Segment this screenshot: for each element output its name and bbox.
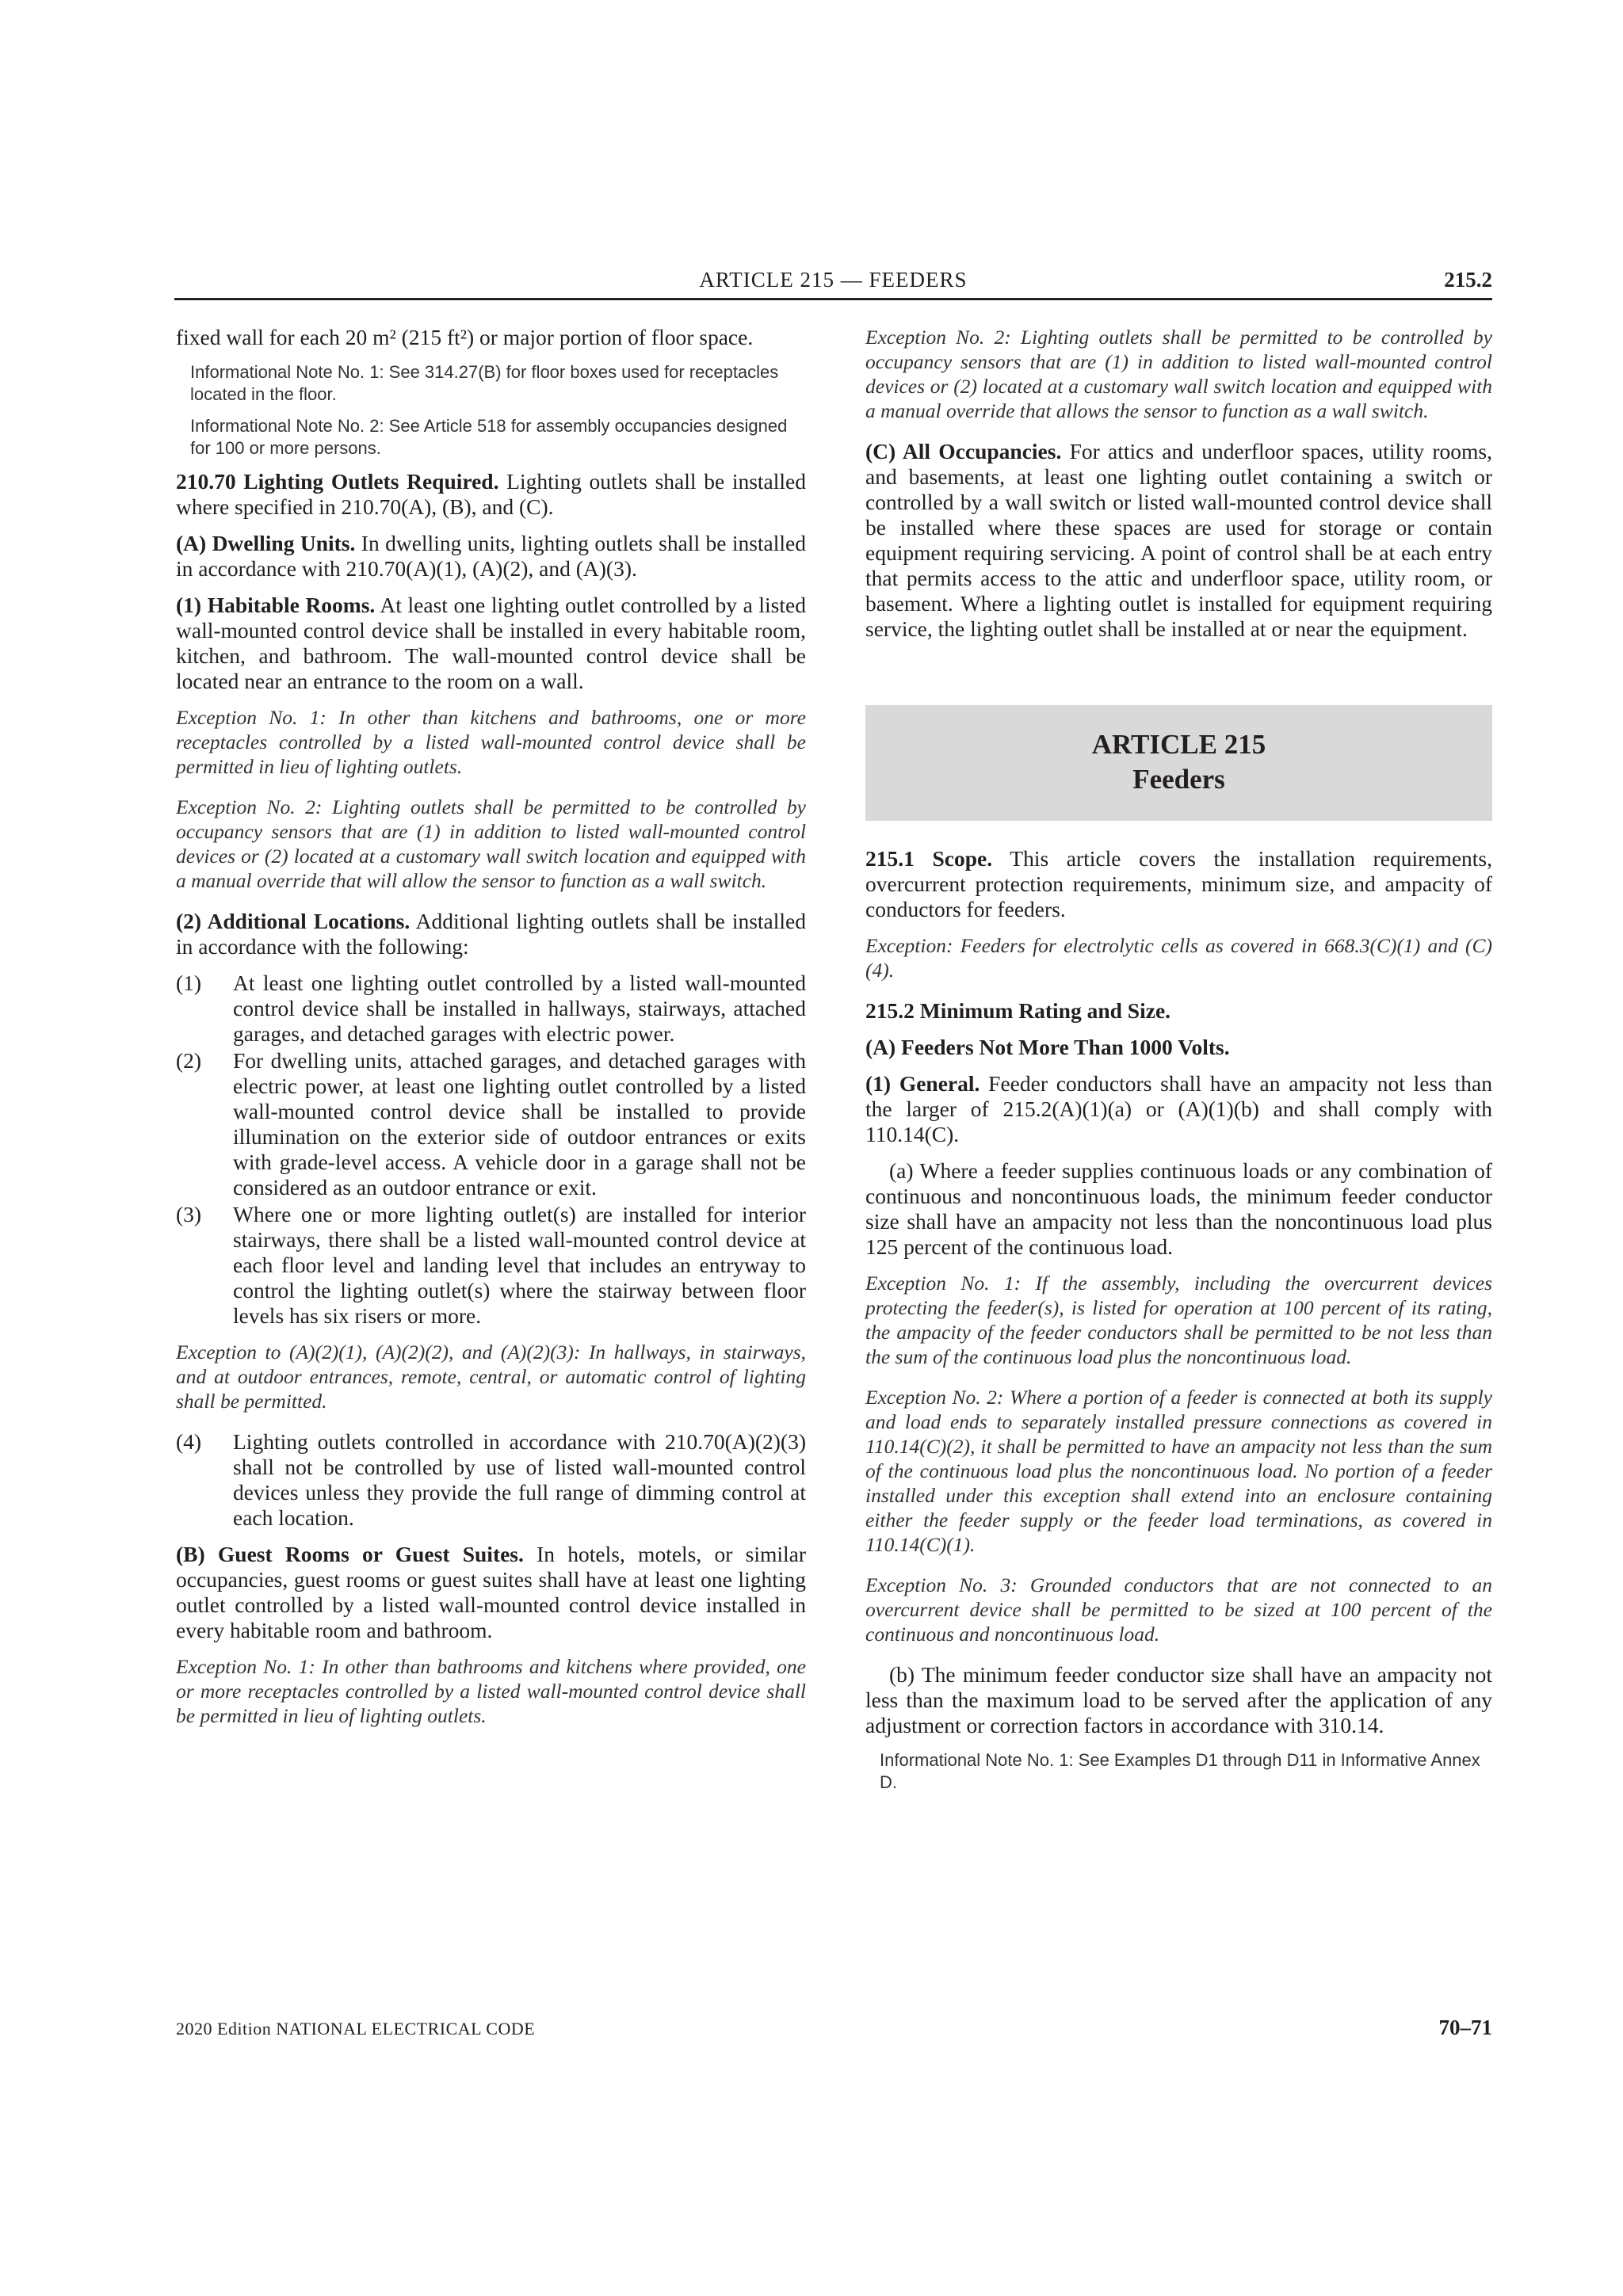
list-item (176, 1429, 806, 1531)
subsection-text: For attics and underfloor spaces, utility rooms, and basements, at least one lighting outlet containing a switch or controlled by a wall switch or listed wall-mounted control device shall be installed where these spaces are used for storage or contain equipment requiring servicing. A point of control shall be at each entry that permits access to the attic and underfloor space, utility room, or basement. Where a lighting outlet is installed for equipment requiring service, the lighting outlet shall be installed at or near the equipment. (865, 439, 1492, 641)
list-item (176, 1048, 806, 1200)
left-column (176, 325, 806, 1744)
exception: Exception: Feeders for electrolytic cells as covered in 668.3(C)(1) and (C)(4). (865, 934, 1492, 982)
section-text: Lighting outlets shall be installed where specified in 210.70(A), (B), and (C). (176, 469, 807, 519)
section-heading: 210.70 Lighting Outlets Required. (176, 469, 499, 494)
informational-note: Informational Note No. 2: See Article 518 for assembly occupancies designed for 100 or more persons. (190, 416, 788, 458)
exception: Exception No. 1: If the assembly, including the overcurrent devices protecting the feeder(s), is listed for operation at 100 percent of its rating, the ampacity of the feeder conductors shall be permitted to be not less than the sum of the continuous load plus the noncontinuous load. (865, 1272, 1492, 1368)
subsection-text: At least one lighting outlet controlled by a listed wall-mounted control device shall be installed in every habitable room, kitchen, and bathroom. The wall-mounted control device shall be located near an entrance to the room on a wall. (176, 593, 806, 693)
section-210-70 (176, 469, 806, 520)
article-title: Feeders (1132, 764, 1225, 795)
exception: Exception No. 2: Where a portion of a feeder is connected at both its supply and load ends to separately installed pressure connections as covered in 110.14(C)(2), it shall be permitted to have an ampacity not less than the sum of the continuous load plus the noncontinuous load. No portion of a feeder installed under this exception shall extend into an enclosure containing either the feeder supply or the feeder load terminations, as covered in 110.14(C)(1). (865, 1386, 1492, 1556)
section-heading: 215.1 Scope. (865, 846, 993, 871)
subsection-text: Feeder conductors shall have an ampacity not less than the larger of 215.2(A)(1)(a) or (A)(1)(b) and shall comply with 110.14(C). (865, 1071, 1493, 1146)
running-title: ARTICLE 215 — FEEDERS (699, 268, 968, 292)
subsection-b (176, 1542, 806, 1643)
exception: Exception No. 1: In other than kitchens and bathrooms, one or more receptacles controlled by a listed wall-mounted control device shall be permitted in lieu of lighting outlets. (176, 706, 806, 778)
list-item (176, 971, 806, 1047)
list-number: (3) (176, 1202, 202, 1226)
header-rule (174, 298, 1492, 300)
paragraph: (a) Where a feeder supplies continuous loads or any combination of continuous and noncontinuous loads, the minimum feeder conductor size shall have an ampacity not less than the noncontinuous load plus 125 percent of the continuous load. (865, 1158, 1492, 1259)
exception: Exception to (A)(2)(1), (A)(2)(2), and (A)(2)(3): In hallways, in stairways, and at outdoor entrances, remote, central, or automatic control of lighting shall be permitted. (176, 1341, 806, 1413)
subsection-heading: (C) All Occupancies. (865, 439, 1062, 463)
subsection-general (865, 1071, 1492, 1147)
subsection-heading: (1) General. (865, 1071, 980, 1096)
list-text: At least one lighting outlet controlled by a listed wall-mounted control device shall be installed in hallways, stairways, attached garages, and detached garages with electric power. (233, 971, 806, 1046)
numbered-list (176, 1429, 806, 1531)
page-header (174, 268, 1492, 299)
subsection-heading: (A) Dwelling Units. (176, 531, 356, 555)
subsection-text: Additional lighting outlets shall be installed in accordance with the following: (176, 909, 806, 959)
exception: Exception No. 3: Grounded conductors that are not connected to an overcurrent device shall be permitted to be sized at 100 percent of the continuous and noncontinuous load. (865, 1573, 1492, 1646)
subsection-heading: (A) Feeders Not More Than 1000 Volts. (865, 1035, 1230, 1059)
list-text: Where one or more lighting outlet(s) are installed for interior stairways, there shall be a listed wall-mounted control device at each floor level and landing level that includes an entryway to control the lighting outlet(s) where the stairway between floor levels has six risers or more. (233, 1202, 806, 1328)
edition-label: 2020 Edition NATIONAL ELECTRICAL CODE (176, 2019, 536, 2039)
subsection-a (176, 531, 806, 582)
exception: Exception No. 2: Lighting outlets shall be permitted to be controlled by occupancy sensors that are (1) in addition to listed wall-mounted control devices or (2) located at a customary wall switch location and equipped with a manual override that will allow the sensor to function as a wall switch. (176, 795, 806, 892)
list-item (176, 1202, 806, 1329)
exception: Exception No. 1: In other than bathrooms and kitchens where provided, one or more receptacles controlled by a listed wall-mounted control device shall be permitted in lieu of lighting outlets. (176, 1655, 806, 1727)
subsection-text: In hotels, motels, or similar occupancies, guest rooms or guest suites shall have at least one lighting outlet controlled by a listed wall-mounted control device installed in every habitable room and bathroom. (176, 1542, 806, 1642)
subsection-a1 (176, 593, 806, 694)
list-number: (2) (176, 1048, 202, 1073)
subsection-text: In dwelling units, lighting outlets shall be installed in accordance with 210.70(A)(1), (A)(2), and (A)(3). (176, 531, 807, 581)
section-heading: 215.2 Minimum Rating and Size. (865, 998, 1171, 1023)
paragraph: fixed wall for each 20 m² (215 ft²) or major portion of floor space. (176, 325, 754, 349)
paragraph: (b) The minimum feeder conductor size shall have an ampacity not less than the maximum load to be served after the application of any adjustment or correction factors in accordance with 310.14. (865, 1662, 1492, 1737)
informational-note: Informational Note No. 1: See 314.27(B) for floor boxes used for receptacles located in the floor. (190, 362, 779, 404)
article-number: ARTICLE 215 (1091, 729, 1266, 760)
section-215-1 (865, 846, 1492, 922)
list-text: Lighting outlets controlled in accordance with 210.70(A)(2)(3) shall not be controlled by use of listed wall-mounted control devices unless they provide the full range of dimming control at each location. (233, 1429, 806, 1530)
section-number: 215.2 (1444, 268, 1492, 292)
page-number: 70–71 (1438, 2016, 1492, 2039)
article-heading-box (865, 705, 1492, 821)
subsection-heading: (2) Additional Locations. (176, 909, 411, 933)
section-text: This article covers the installation requirements, overcurrent protection requirements, minimum size, and ampacity of conductors for feeders. (865, 846, 1493, 921)
numbered-list (176, 971, 806, 1329)
list-text: For dwelling units, attached garages, and detached garages with electric power, at least one lighting outlet controlled by a listed wall-mounted control device shall be installed to provide illumination on the exterior side of outdoor entrances or exits with grade-level access. A vehicle door in a garage shall not be considered as an outdoor entrance or exit. (233, 1048, 806, 1199)
informational-note: Informational Note No. 1: See Examples D1 through D11 in Informative Annex D. (880, 1750, 1480, 1792)
subsection-c (865, 439, 1492, 642)
list-number: (1) (176, 971, 202, 995)
subsection-heading: (B) Guest Rooms or Guest Suites. (176, 1542, 524, 1566)
subsection-heading: (1) Habitable Rooms. (176, 593, 376, 617)
right-column (865, 325, 1492, 1803)
exception: Exception No. 2: Lighting outlets shall be permitted to be controlled by occupancy sensors that are (1) in addition to listed wall-mounted control devices or (2) located at a customary wall switch location and equipped with a manual override that allows the sensor to function as a wall switch. (865, 326, 1492, 422)
list-number: (4) (176, 1429, 202, 1454)
subsection-a2 (176, 909, 806, 959)
